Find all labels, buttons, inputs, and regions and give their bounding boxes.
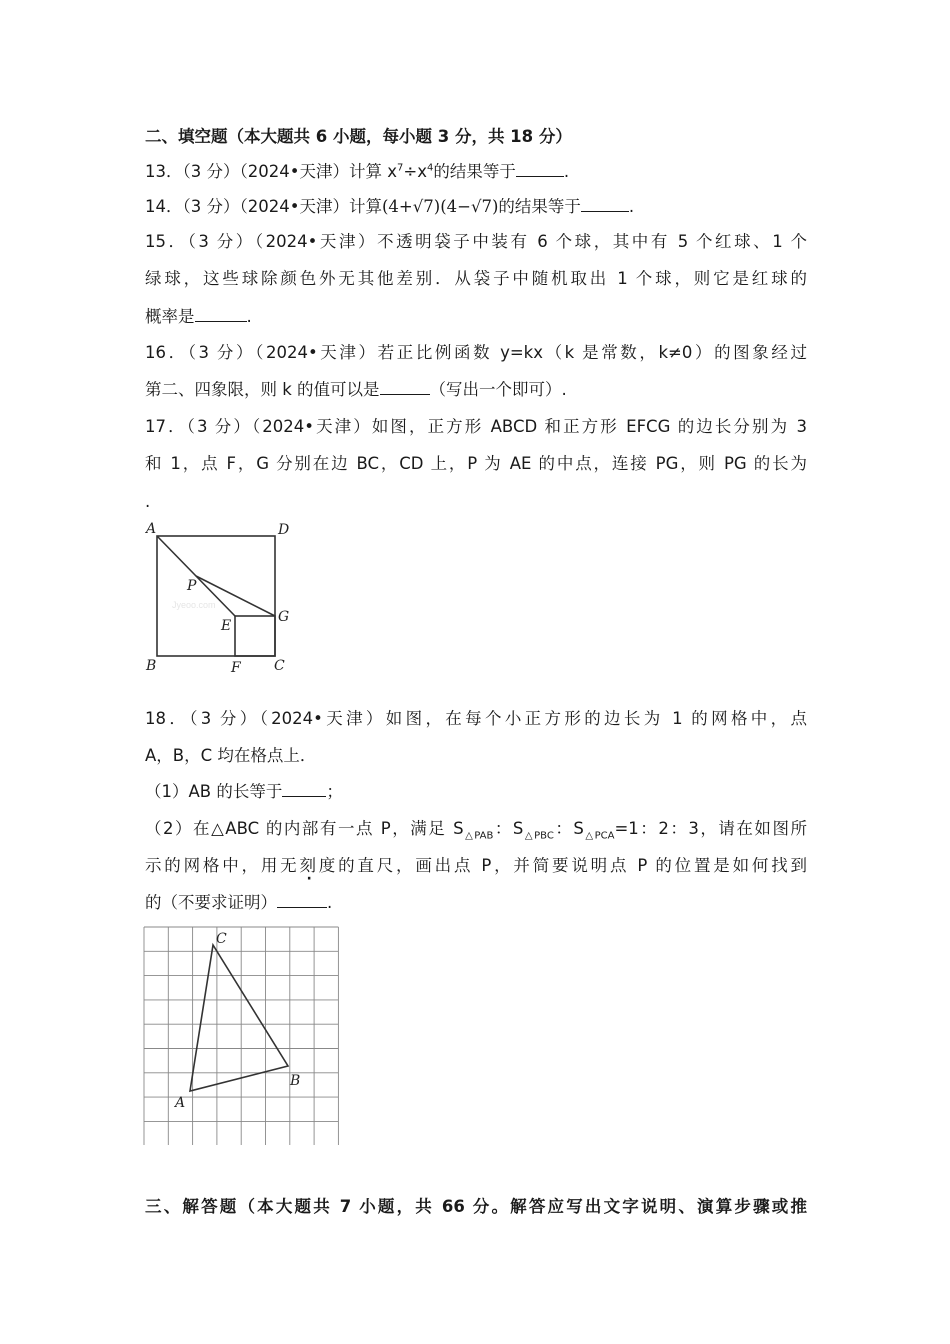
question-number: 13． (145, 162, 183, 181)
subscript: △PAB (463, 830, 494, 842)
label-p: P (187, 578, 197, 594)
question-score: （3 分） (186, 417, 252, 436)
question-score: （3 分） (187, 232, 255, 251)
label-a: A (175, 1095, 186, 1111)
question-source: （2024•天津） (254, 232, 378, 251)
question-source: （2024•天津） (251, 417, 372, 436)
label-b: B (146, 658, 157, 674)
question-text: 的结果等于 (498, 197, 581, 216)
label-f: F (231, 660, 241, 676)
answer-blank[interactable] (195, 306, 247, 322)
separator: ：S (493, 819, 524, 838)
label-c: C (274, 658, 285, 674)
question-14 (145, 196, 807, 218)
question-18-part-2-line-2 (145, 855, 807, 877)
question-text: 的结果等于 (433, 162, 516, 181)
exponent: 4 (426, 162, 434, 174)
question-score: （3 分） (182, 162, 240, 181)
question-18-line-2: A，B，C 均在格点上． (145, 746, 317, 765)
question-18-line-1 (145, 708, 807, 730)
question-source: （2024•天津） (259, 709, 386, 728)
separator: ：S (553, 819, 584, 838)
question-number: 15． (145, 232, 188, 251)
question-score: （3 分） (187, 343, 256, 362)
period: . (246, 307, 252, 326)
question-17-line-2: 和 1，点 F，G 分别在边 BC，CD 上，P 为 AE 的中点，连接 PG，则 PG 的长为 (145, 454, 807, 473)
question-text: 的（不要求证明） (145, 893, 277, 912)
question-text: 如图，正方形 ABCD 和正方形 EFCG 的边长分别为 3 (371, 417, 807, 436)
segment-pg (196, 576, 275, 616)
square-efcg (235, 616, 275, 656)
question-15-line-3 (145, 306, 807, 328)
question-source: （2024•天津） (239, 197, 349, 216)
question-text: 示的网格中，用 (145, 856, 281, 875)
question-17-line-3: . (145, 492, 151, 511)
question-text: 计算 x (348, 162, 397, 181)
question-15-line-1 (145, 231, 807, 253)
subscript: △PCA (583, 830, 615, 842)
period: . (563, 162, 570, 181)
watermark: Jyeoo.com (172, 600, 216, 610)
question-text: 第二、四象限，则 k 的值可以是 (145, 380, 380, 399)
triangle-abc (190, 945, 288, 1091)
emphasized-text: 无刻度 (280, 856, 339, 875)
question-text: 的直尺，画出点 P，并简要说明点 P 的位置是如何找到 (338, 856, 808, 875)
answer-blank[interactable] (380, 379, 430, 395)
question-text: 如图，在每个小正方形的边长为 1 的网格中，点 (385, 709, 807, 728)
label-a: A (146, 521, 157, 537)
label-d: D (278, 522, 290, 538)
question-18-part-2-line-1 (145, 818, 807, 840)
subscript: △PBC (523, 830, 554, 842)
question-source: （2024•天津） (239, 162, 349, 181)
question-text: 概率是 (145, 307, 195, 326)
grid (144, 927, 338, 1145)
question-source: （2024•天津） (255, 343, 378, 362)
answer-blank[interactable] (282, 781, 326, 797)
question-text: （写出一个即可）. (429, 380, 567, 399)
answer-blank[interactable] (277, 892, 327, 908)
question-text: （1）AB 的长等于 (145, 782, 283, 801)
question-number: 18． (145, 709, 190, 728)
question-number: 17． (145, 417, 187, 436)
question-text: =1：2：3，请在如图所 (614, 819, 807, 838)
figure-grid-triangle (140, 923, 340, 1145)
label-b: B (290, 1073, 301, 1089)
question-number: 14． (145, 197, 183, 216)
math-expression: (4+√7) (381, 197, 441, 216)
question-number: 16． (145, 343, 188, 362)
question-16-line-1 (145, 342, 807, 364)
question-18-part-2-line-3 (145, 892, 807, 914)
question-15-line-2: 绿球，这些球除颜色外无其他差别．从袋子中随机取出 1 个球，则它是红球的 (145, 269, 807, 288)
question-text: 不透明袋子中装有 6 个球，其中有 5 个红球、1 个 (377, 232, 808, 251)
punctuation: ； (326, 782, 343, 801)
question-13 (145, 161, 807, 183)
label-c: C (216, 931, 227, 947)
math-expression: (4−√7) (440, 197, 499, 216)
label-g: G (278, 609, 290, 625)
period: . (628, 197, 635, 216)
operator: ÷x (403, 162, 427, 181)
period: . (327, 893, 333, 912)
question-text: （2）在△ABC 的内部有一点 P，满足 S (145, 819, 464, 838)
question-text: 若正比例函数 y=kx（k 是常数，k≠0）的图象经过 (377, 343, 807, 362)
section-heading-fill-in: 二、填空题（本大题共 6 小题，每小题 3 分，共 18 分） (145, 127, 572, 146)
figure-squares (140, 518, 300, 676)
question-score: （3 分） (182, 197, 240, 216)
question-text: 计算 (348, 197, 382, 216)
section-heading-solutions: 三、解答题（本大题共 7 小题，共 66 分。解答应写出文字说明、演算步骤或推 (145, 1197, 807, 1216)
exponent: 7 (397, 162, 404, 174)
answer-blank[interactable] (581, 196, 629, 212)
question-score: （3 分） (189, 709, 260, 728)
question-16-line-2 (145, 379, 807, 401)
answer-blank[interactable] (516, 161, 564, 177)
question-17-line-1 (145, 416, 807, 438)
question-18-part-1 (145, 781, 807, 803)
label-e: E (221, 618, 232, 634)
